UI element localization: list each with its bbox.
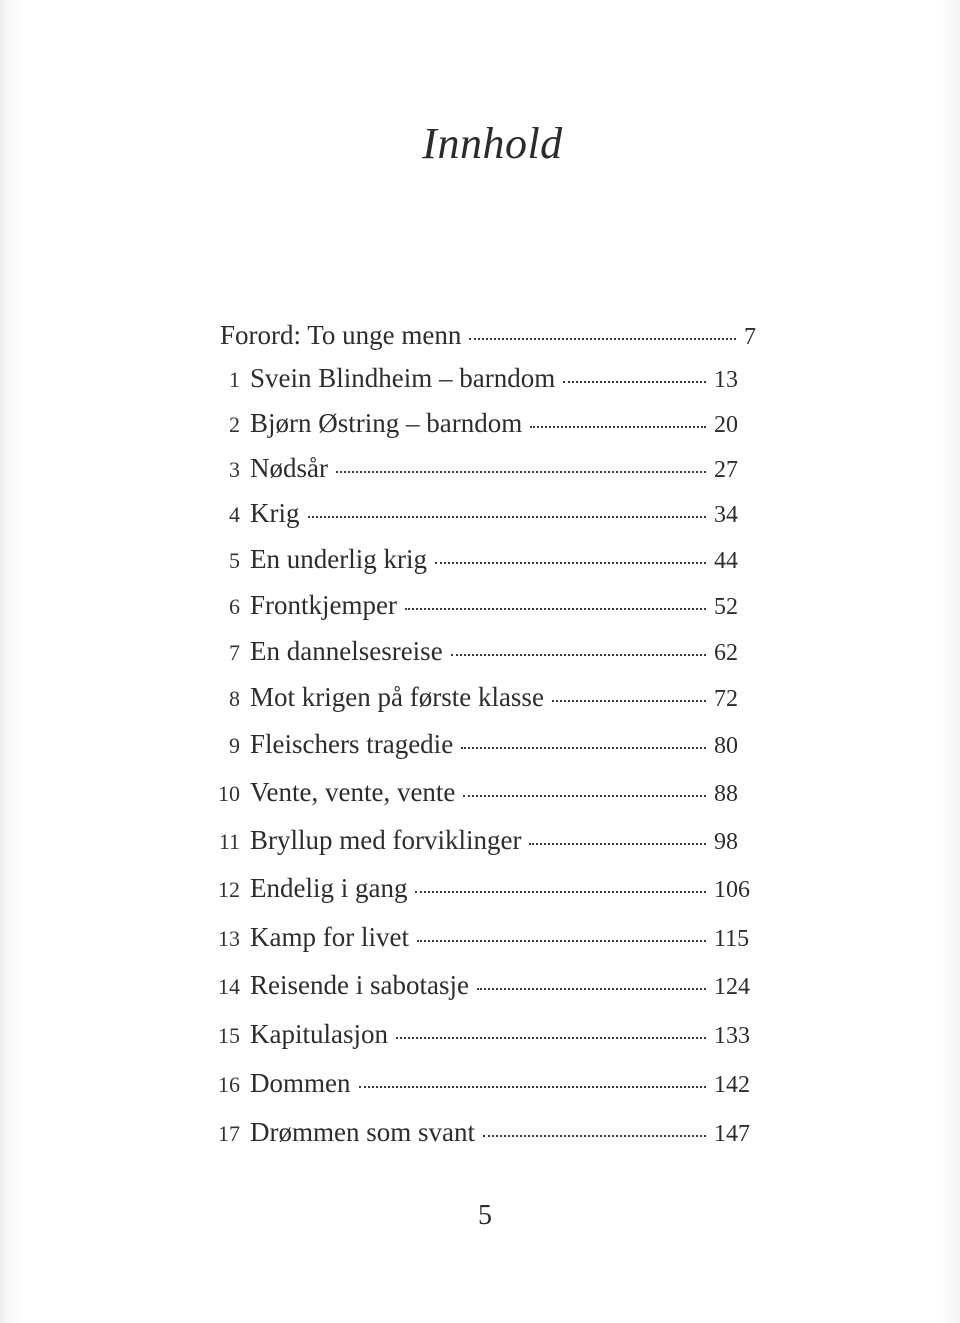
toc-entry-title: Dommen (250, 1068, 351, 1098)
toc-entry-page: 147 (714, 1121, 750, 1147)
chapter-number: 9 (229, 733, 240, 758)
toc-entry (190, 448, 770, 488)
toc-entry (190, 358, 770, 398)
toc-entry (190, 539, 770, 579)
chapter-number: 1 (229, 367, 240, 392)
toc-entry-page: 34 (714, 502, 738, 528)
dot-leader (405, 602, 706, 610)
chapter-number: 11 (218, 829, 240, 854)
toc-entry (190, 1063, 770, 1103)
toc-entry-page: 44 (714, 548, 738, 574)
toc-entry (190, 724, 770, 764)
chapter-number: 6 (229, 594, 240, 619)
toc-entry-title: Fleischers tragedie (250, 729, 454, 759)
toc-entry-page: 98 (714, 829, 738, 855)
chapter-number: 14 (218, 974, 240, 999)
chapter-number: 4 (229, 502, 240, 527)
toc-entry-title: Kamp for livet (250, 922, 409, 952)
dot-leader (477, 982, 706, 990)
dot-leader (469, 332, 736, 340)
toc-entry-title: En dannelsesreise (250, 636, 443, 666)
page-title: Innhold (422, 119, 563, 168)
dot-leader (563, 375, 706, 383)
toc-entry-title: Endelig i gang (250, 873, 408, 903)
toc-entry-page: 72 (714, 686, 738, 712)
toc-entry-page: 142 (714, 1072, 750, 1098)
toc-entry (190, 493, 770, 533)
toc-entry-page: 80 (714, 733, 738, 759)
chapter-number: 16 (218, 1072, 240, 1097)
toc-entry-title: Krig (250, 498, 300, 528)
toc-entry-title: Kapitulasjon (250, 1019, 388, 1049)
toc-entry-page: 106 (714, 877, 750, 903)
toc-entry-page: 88 (714, 781, 738, 807)
toc-entry-title: Reisende i sabotasje (250, 970, 469, 1000)
dot-leader (552, 694, 706, 702)
chapter-number: 12 (218, 877, 240, 902)
toc-entry-title: Bryllup med forviklinger (250, 825, 522, 855)
toc-entry-page: 52 (714, 594, 738, 620)
dot-leader (451, 648, 706, 656)
dot-leader (435, 556, 706, 564)
toc-entry-page: 20 (714, 412, 738, 438)
toc-entry-page: 115 (714, 926, 750, 952)
toc-entry-title: Bjørn Østring – barndom (250, 408, 523, 438)
dot-leader (461, 741, 706, 749)
toc-entry-title: Frontkjemper (250, 590, 397, 620)
toc-entry-title: Nødsår (250, 453, 328, 483)
toc-entry (190, 820, 770, 860)
toc-entry (190, 868, 770, 908)
toc-entry (190, 631, 770, 671)
toc-entry-page: 7 (744, 324, 756, 350)
dot-leader (396, 1031, 706, 1039)
dot-leader (308, 510, 707, 518)
dot-leader (529, 837, 706, 845)
chapter-number: 5 (229, 548, 240, 573)
chapter-number: 13 (218, 926, 240, 951)
toc-entry-title: Drømmen som svant (250, 1117, 475, 1147)
chapter-number: 7 (229, 640, 240, 665)
toc-entry (190, 772, 770, 812)
chapter-number: 8 (229, 686, 240, 711)
toc-entry (190, 403, 770, 443)
toc-entry-title: Svein Blindheim – barndom (250, 363, 556, 393)
toc-entry (190, 585, 770, 625)
dot-leader (336, 465, 706, 473)
toc-entry-page: 13 (714, 367, 738, 393)
toc-entry-page: 124 (714, 974, 750, 1000)
dot-leader (483, 1129, 706, 1137)
dot-leader (415, 885, 706, 893)
toc-entry (190, 1014, 770, 1054)
toc-entry-page: 62 (714, 640, 738, 666)
dot-leader (359, 1080, 707, 1088)
toc-entry-title: Forord: To unge menn (220, 320, 462, 350)
dot-leader (463, 789, 706, 797)
chapter-number: 3 (229, 457, 240, 482)
chapter-number: 15 (218, 1023, 240, 1048)
toc-entry-page: 27 (714, 457, 738, 483)
page-number: 5 (478, 1200, 492, 1231)
chapter-number: 17 (218, 1121, 240, 1146)
toc-entry-title: Mot krigen på første klasse (250, 682, 544, 712)
toc-entry-title: Vente, vente, vente (250, 777, 456, 807)
toc-entry (190, 1112, 770, 1152)
toc-entry (220, 315, 800, 355)
toc-entry-title: En underlig krig (250, 544, 427, 574)
toc-entry (190, 677, 770, 717)
dot-leader (417, 934, 706, 942)
toc-entry (190, 965, 770, 1005)
toc-entry-page: 133 (714, 1023, 750, 1049)
chapter-number: 10 (218, 781, 240, 806)
dot-leader (530, 420, 706, 428)
toc-entry (190, 917, 770, 957)
chapter-number: 2 (229, 412, 240, 437)
